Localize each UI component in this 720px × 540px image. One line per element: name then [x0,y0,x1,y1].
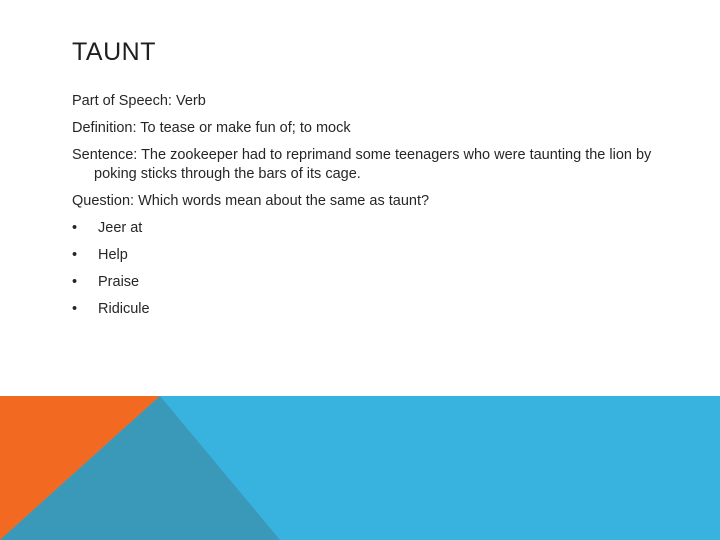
option-label: Praise [98,274,140,290]
question: Question: Which words mean about the same as taunt? [72,193,430,209]
list-item [72,273,652,292]
option-label: Help [98,247,128,263]
bullet-icon: • [72,274,78,290]
slide-title: TAUNT [72,38,156,66]
slide-body [72,92,652,327]
bullet-icon: • [72,301,78,317]
list-item [72,246,652,265]
definition: Definition: To tease or make fun of; to mock [72,120,351,136]
decorative-footer-band [0,396,720,540]
list-item [72,219,652,238]
part-of-speech: Part of Speech: Verb [72,93,206,109]
option-label: Jeer at [98,220,143,236]
bullet-icon: • [72,220,78,236]
list-item [72,300,652,319]
option-label: Ridicule [98,301,150,317]
example-sentence: Sentence: The zookeeper had to reprimand some teenagers who were taunting the lion by poking sticks through the bars of its cage. [72,147,652,182]
answer-options [72,219,652,319]
bullet-icon: • [72,247,78,263]
